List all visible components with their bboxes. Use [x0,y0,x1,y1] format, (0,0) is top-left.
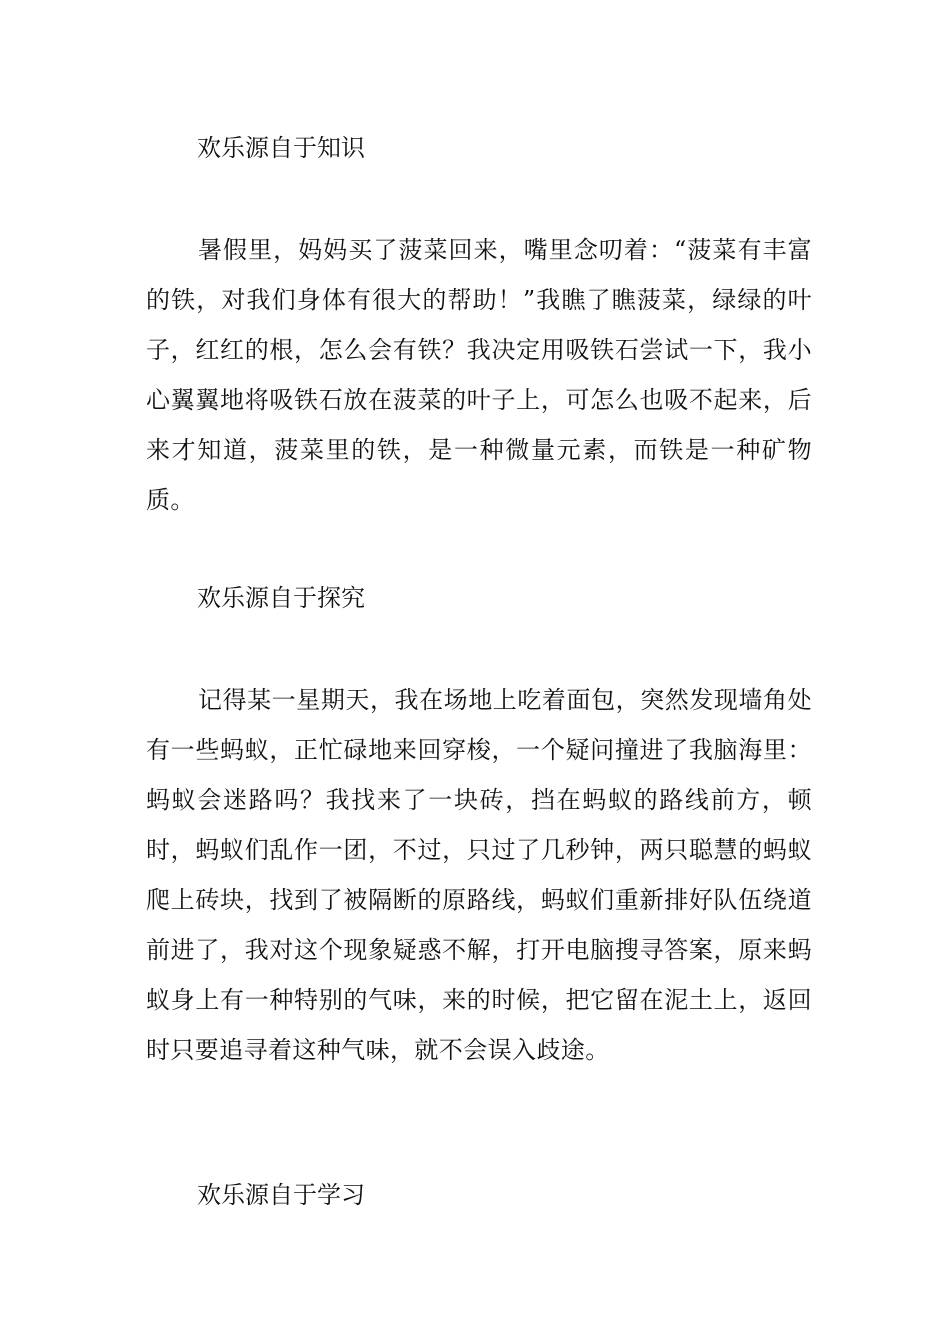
section-heading-knowledge: 欢乐源自于知识 [197,134,365,162]
section-heading-learning: 欢乐源自于学习 [197,1181,365,1209]
section-heading-exploration: 欢乐源自于探究 [197,584,365,612]
section-paragraph-knowledge: 暑假里，妈妈买了菠菜回来，嘴里念叨着：“菠菜有丰富的铁，对我们身体有很大的帮助！”我瞧了瞧菠菜，绿绿的叶子，红红的根，怎么会有铁？我决定用吸铁石尝试一下，我小心翼翼地将吸铁石放在菠菜的叶子上，可怎么也吸不起来，后来才知道，菠菜里的铁，是一种微量元素，而铁是一种矿物质。 [146,236,812,514]
section-paragraph-exploration: 记得某一星期天，我在场地上吃着面包，突然发现墙角处有一些蚂蚁，正忙碌地来回穿梭，一个疑问撞进了我脑海里：蚂蚁会迷路吗？我找来了一块砖，挡在蚂蚁的路线前方，顿时，蚂蚁们乱作一团，不过，只过了几秒钟，两只聪慧的蚂蚁爬上砖块，找到了被隔断的原路线，蚂蚁们重新排好队伍绕道前进了，我对这个现象疑惑不解，打开电脑搜寻答案，原来蚂蚁身上有一种特别的气味，来的时候，把它留在泥土上，返回时只要追寻着这种气味，就不会误入歧途。 [146,686,812,1064]
